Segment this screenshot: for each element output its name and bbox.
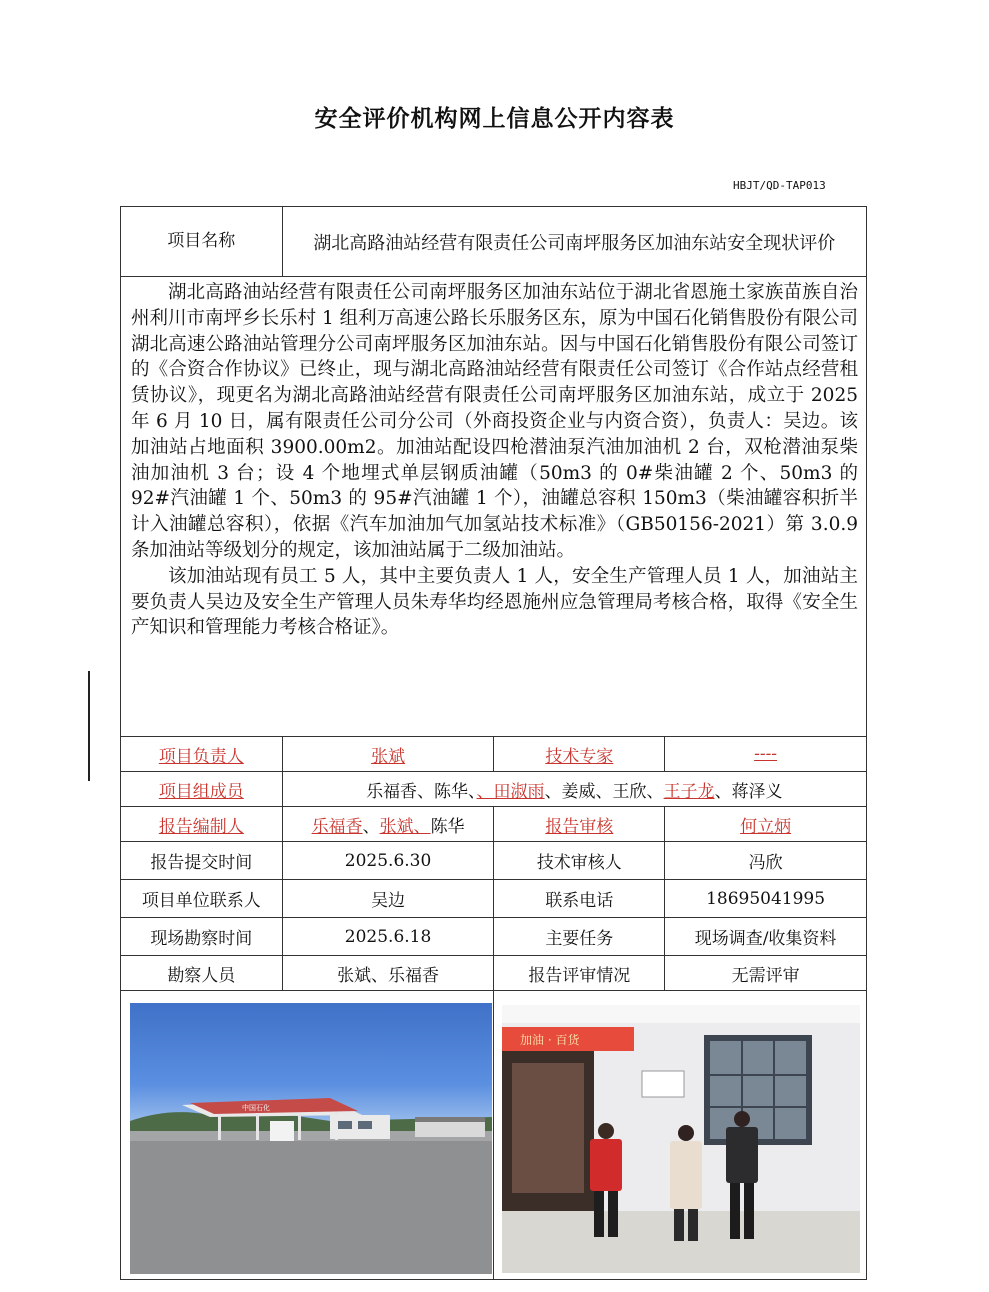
leader-label: 项目负责人 <box>121 737 283 772</box>
task-label: 主要任务 <box>494 918 665 956</box>
survey-time-label: 现场勘察时间 <box>121 918 283 956</box>
leader-value: 张斌 <box>282 737 494 772</box>
tech-reviewer-label: 技术审核人 <box>494 842 665 880</box>
description-paragraph-1: 湖北高路油站经营有限责任公司南坪服务区加油东站位于湖北省恩施土家族苗族自治州利川市南坪乡长乐村 1 组利万高速公路长乐服务区东，原为中国石化销售股份有限公司湖北高速公路油站管理分公司南坪服务区加油东站。因与中国石化销售股份有限公司签订的《合资合作协议》已终止，现与湖北高路油站经营有限责任公司签订《合作站点经营租赁协议》，现更名为湖北高路油站经营有限责任公司南坪服务区加油东站，成立于 2025 年 6 月 10 日，属有限责任公司分公司（外商投资企业与内资合资），负责人：吴边。该加油站占地面积 3900.00m2。加油站配设四枪潜油泵汽油加油机 2 台，双枪潜油泵柴油加油机 3 台；设 4 个地埋式单层钢质油罐（50m3 的 0#柴油罐 2 个、50m3 的 92#汽油罐 1 个、50m3 的 95#汽油罐 1 个），油罐总容积 150m3（柴油罐容积折半计入油罐总容积），依据《汽车加油加气加氢站技术标准》（GB50156-2021）第 3.0.9 条加油站等级划分的规定，该加油站属于二级加油站。 <box>131 282 858 561</box>
members-label: 项目组成员 <box>121 772 283 807</box>
author-value: 乐福香、张斌、陈华 <box>282 807 494 842</box>
info-table <box>120 206 867 1280</box>
staff-illustration <box>502 1005 860 1273</box>
expert-label: 技术专家 <box>494 737 665 772</box>
photo-cell-left <box>121 991 494 1280</box>
contact-label: 项目单位联系人 <box>121 880 283 918</box>
contact-value: 吴边 <box>282 880 494 918</box>
author-label: 报告编制人 <box>121 807 283 842</box>
project-description <box>121 277 867 737</box>
project-name-label: 项目名称 <box>121 207 283 277</box>
survey-time-value: 2025.6.18 <box>282 918 494 956</box>
submit-time-label: 报告提交时间 <box>121 842 283 880</box>
submit-time-value: 2025.6.30 <box>282 842 494 880</box>
document-code: HBJT/QD-TAP013 <box>733 179 826 192</box>
margin-line <box>88 671 90 781</box>
staff-photo <box>502 1005 860 1273</box>
canopy-sign: 中国石化 <box>242 1104 270 1112</box>
project-name: 湖北高路油站经营有限责任公司南坪服务区加油东站安全现状评价 <box>282 207 866 277</box>
gas-station-illustration <box>130 1003 492 1274</box>
surveyors-value: 张斌、乐福香 <box>282 956 494 991</box>
shop-sign: 加油 · 百货 <box>520 1033 580 1047</box>
page-title: 安全评价机构网上信息公开内容表 <box>314 106 675 132</box>
tech-reviewer-value: 冯欣 <box>665 842 867 880</box>
reviewer-value: 何立炳 <box>665 807 867 842</box>
surveyors-label: 勘察人员 <box>121 956 283 991</box>
review-label: 报告审核 <box>494 807 665 842</box>
review-status-value: 无需评审 <box>665 956 867 991</box>
photo-cell-right <box>494 991 867 1280</box>
phone-label: 联系电话 <box>494 880 665 918</box>
gas-station-photo <box>130 1003 492 1274</box>
members-value: 乐福香、陈华、、田淑雨、姜威、王欣、王子龙、蒋泽义 <box>282 772 866 807</box>
expert-value: ---- <box>665 737 867 772</box>
review-status-label: 报告评审情况 <box>494 956 665 991</box>
task-value: 现场调查/收集资料 <box>665 918 867 956</box>
phone-value: 18695041995 <box>665 880 867 918</box>
description-paragraph-2: 该加油站现有员工 5 人，其中主要负责人 1 人，安全生产管理人员 1 人，加油站主要负责人吴边及安全生产管理人员朱寿华均经恩施州应急管理局考核合格，取得《安全生产知识和管理能力考核合格证》。 <box>131 565 858 639</box>
